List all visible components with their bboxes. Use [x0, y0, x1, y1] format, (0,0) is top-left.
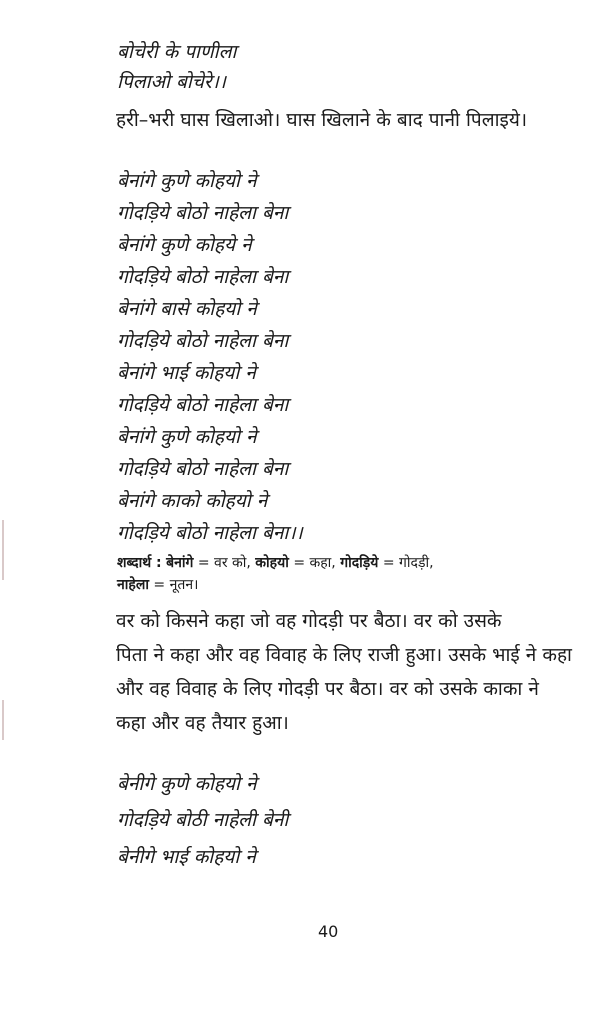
verse-line: बेनांगे भाई कोहयो ने: [117, 362, 256, 384]
verse-line: गोदड़िये बोठो नाहेला बेना: [117, 330, 289, 352]
verse-line: गोदड़िये बोठी नाहेली बेनी: [117, 809, 289, 831]
scan-edge-mark: [2, 700, 4, 740]
verse-line: गोदड़िये बोठो नाहेला बेना: [117, 458, 289, 480]
glossary-definition: = गोदड़ी,: [382, 555, 434, 571]
verse-line: बेनांगे काको कोहयो ने: [117, 490, 268, 512]
verse-line: पिलाओ बोचेरे।।: [117, 71, 227, 93]
prose-line: और वह विवाह के लिए गोदड़ी पर बैठा। वर को उसके काका ने: [116, 678, 539, 700]
glossary-definition: = नूतन।: [153, 577, 199, 593]
verse-line: गोदड़िये बोठो नाहेला बेना: [117, 266, 289, 288]
verse-line: बेनांगे कुणे कोहयो ने: [117, 170, 257, 192]
verse-line: बेनांगे कुणे कोहयो ने: [117, 426, 257, 448]
verse-line: बेनीगे कुणे कोहयो ने: [117, 773, 257, 795]
glossary-term: गोदड़िये: [340, 555, 379, 571]
verse-line: बेनांगे बासे कोहयो ने: [117, 298, 257, 320]
verse-line: गोदड़िये बोठो नाहेला बेना: [117, 202, 289, 224]
verse-line: गोदड़िये बोठो नाहेला बेना: [117, 394, 289, 416]
glossary-term: कोहयो: [255, 555, 289, 571]
glossary-term: नाहेला: [117, 577, 149, 593]
prose-line: हरी–भरी घास खिलाओ। घास खिलाने के बाद पानी पिलाइये।: [116, 109, 528, 131]
glossary-definition: = वर को,: [197, 555, 251, 571]
prose-line: पिता ने कहा और वह विवाह के लिए राजी हुआ। उसके भाई ने कहा: [116, 644, 572, 666]
glossary-definition: = कहा,: [293, 555, 336, 571]
glossary-heading: शब्दार्थ :: [117, 555, 162, 571]
glossary-line-2: [117, 575, 198, 595]
verse-line: गोदड़िये बोठो नाहेला बेना।।: [117, 522, 303, 544]
glossary-line-1: [117, 553, 434, 573]
verse-line: बेनांगे कुणे कोहये ने: [117, 234, 252, 256]
page-number: 40: [318, 922, 339, 941]
scan-edge-mark: [2, 520, 4, 580]
prose-line: वर को किसने कहा जो वह गोदड़ी पर बैठा। वर को उसके: [116, 610, 502, 632]
verse-line: बेनीगे भाई कोहयो ने: [117, 846, 256, 868]
verse-line: बोचेरी के पाणीला: [117, 41, 237, 63]
glossary-term: बेनांगे: [166, 555, 194, 571]
prose-line: कहा और वह तैयार हुआ।: [116, 712, 289, 734]
